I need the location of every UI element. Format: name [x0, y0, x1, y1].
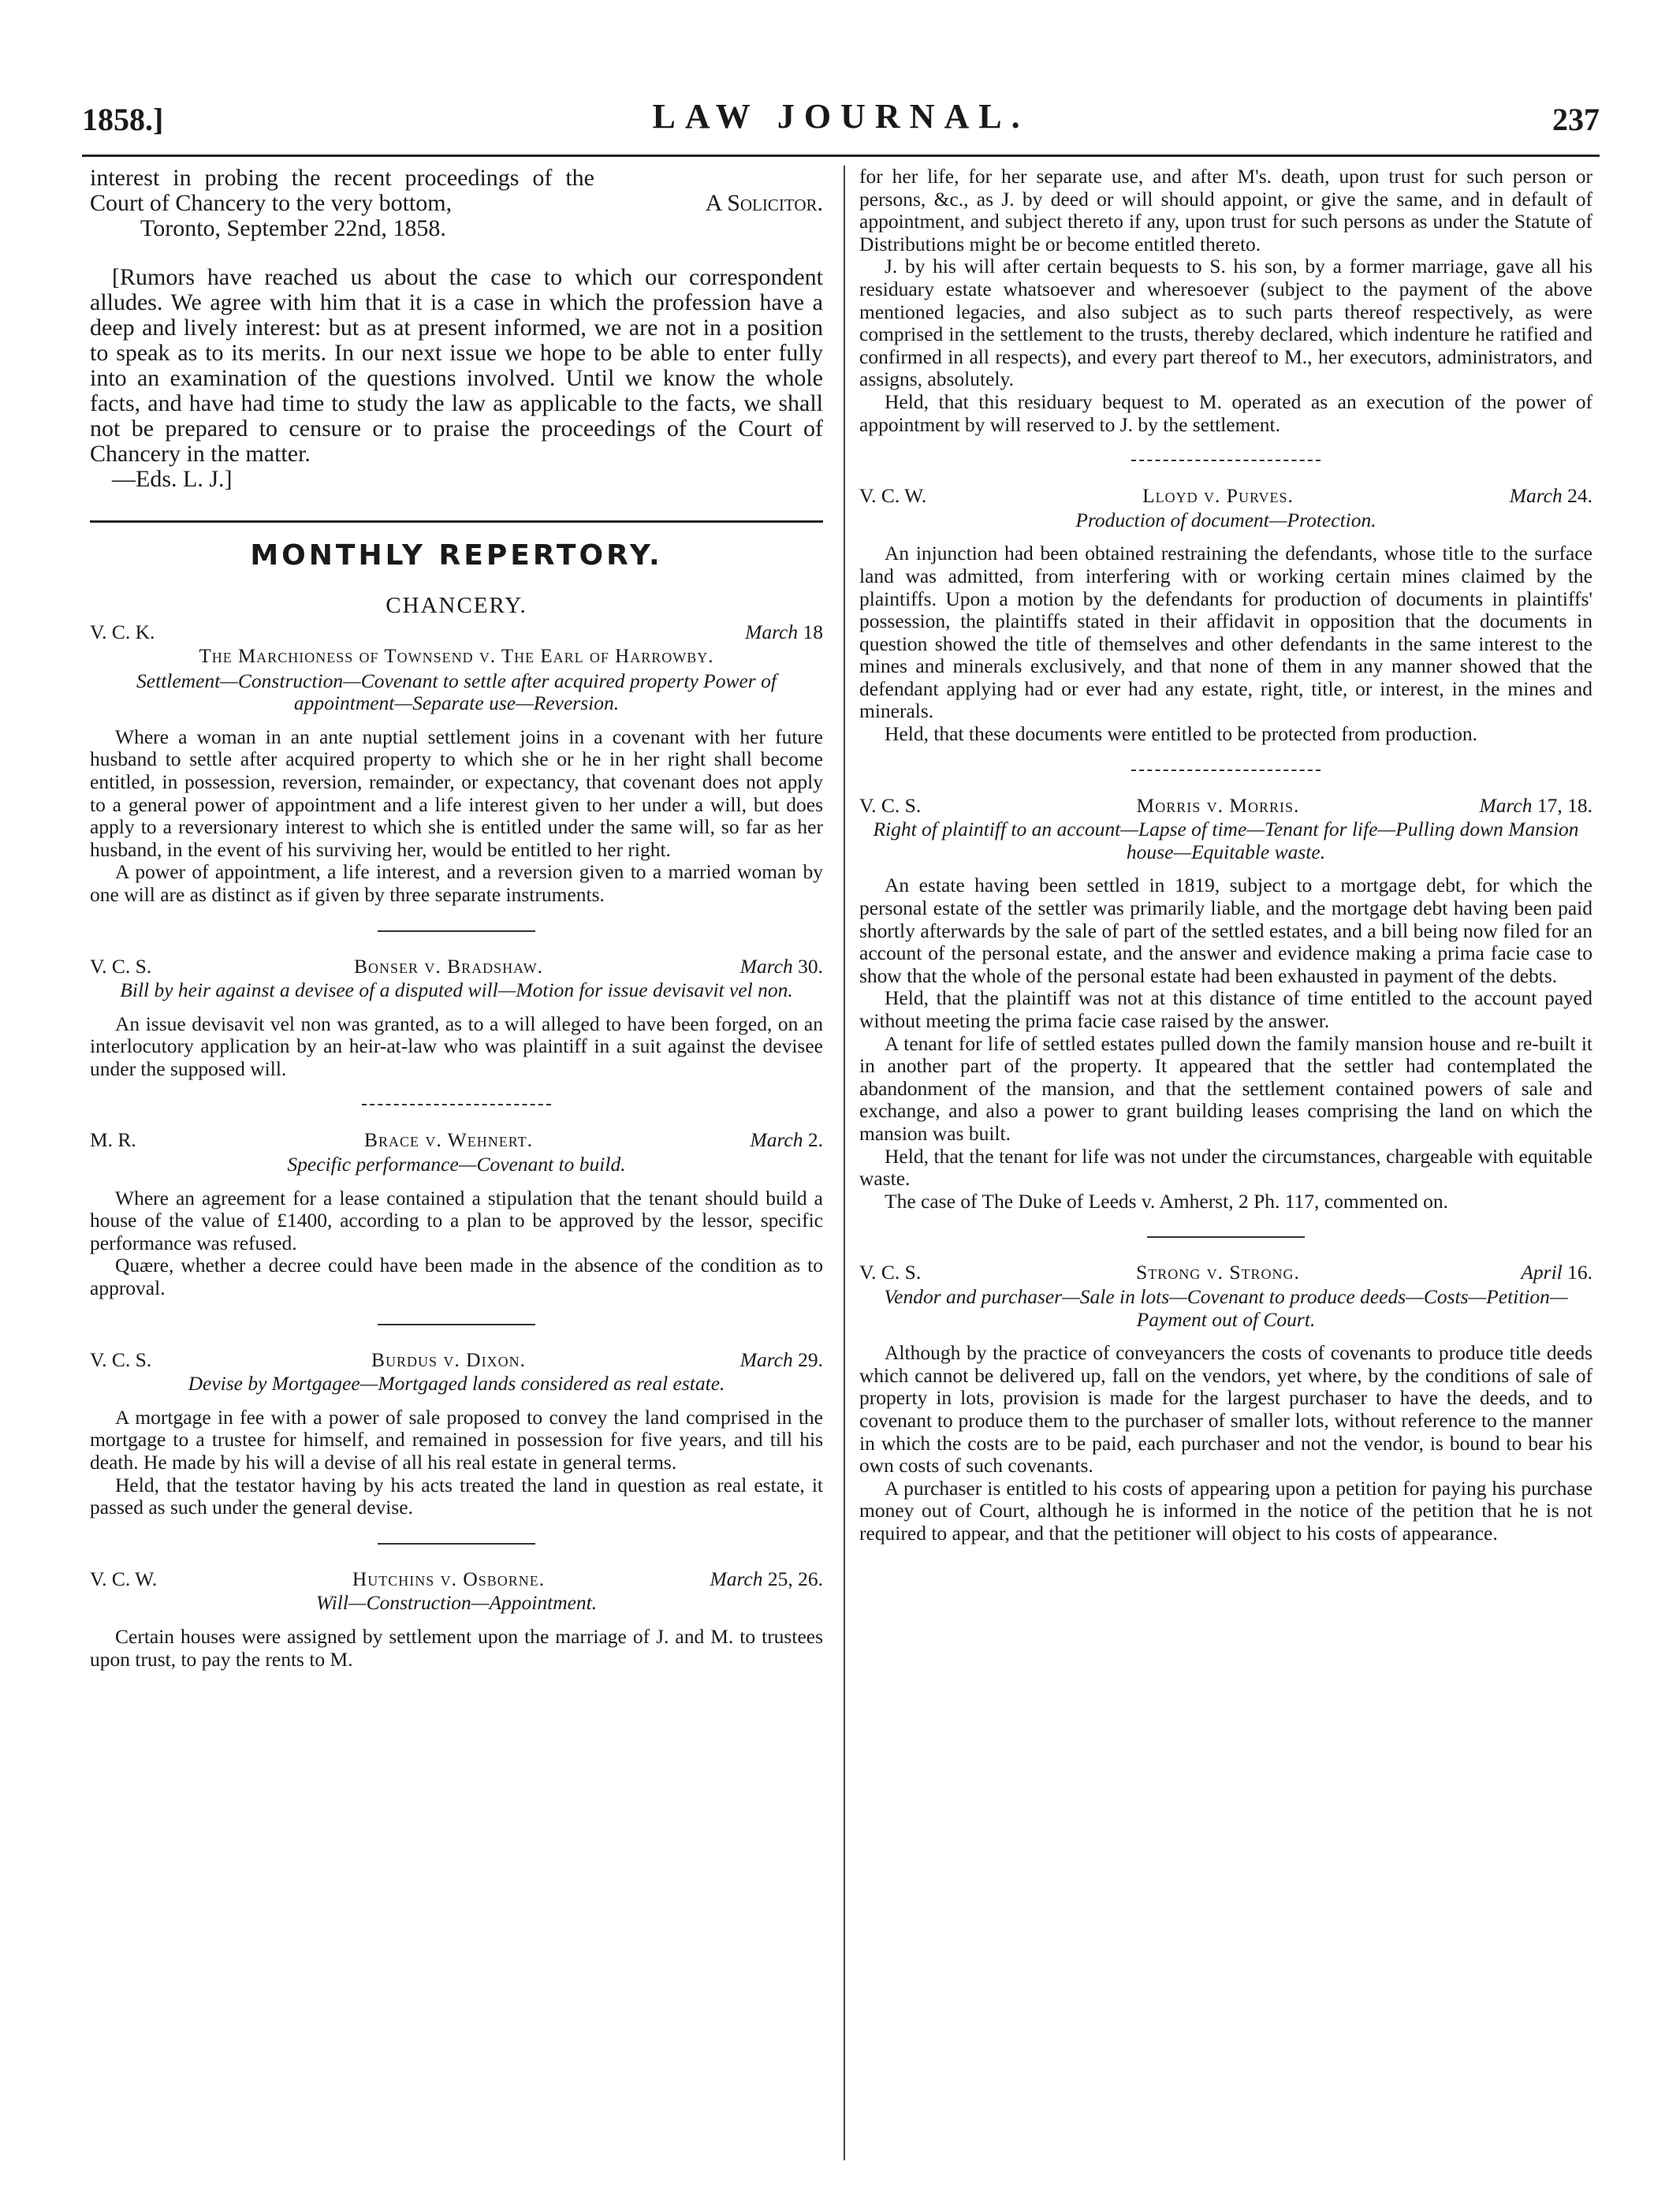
case-paragraph: Held, that the testator having by his acts treated the land in question as real estate, it passed as such under the general devise.	[90, 1473, 823, 1519]
case-date: March 17, 18.	[1479, 793, 1592, 817]
case-brace	[90, 1129, 823, 1299]
case-paragraph: for her life, for her separate use, and after M's. death, upon trust for such person or persons, &c., as J. by deed or will should appoint, or give the same, and in default of appointment, and subject thereto if any, upon trust for such persons as under the Statute of Distributions might be or become entitled thereto.	[859, 165, 1592, 255]
case-separator	[378, 930, 535, 932]
header-rule	[82, 155, 1600, 157]
case-date: March 29.	[739, 1347, 823, 1371]
case-line	[90, 1129, 823, 1152]
case-court: V. C. W.	[859, 484, 927, 508]
case-paragraph: The case of The Duke of Leeds v. Amherst, 2 Ph. 117, commented on.	[885, 1189, 1449, 1213]
letter-closing	[90, 166, 823, 216]
page-number: 237	[1552, 102, 1600, 137]
case-parties: Hutchins v. Osborne.	[352, 1567, 546, 1590]
case-paragraph: Where an agreement for a lease contained a stipulation that the tenant should build a house of the value of £1400, according to a plan to be approved by the lessor, specific performance was refused.	[90, 1186, 823, 1254]
column-divider	[844, 166, 845, 2160]
case-headnote: Specific performance—Covenant to build.	[287, 1153, 626, 1176]
case-paragraph: A power of appointment, a life interest, and a reversion given to a married woman by one will are as distinct as if given by three separate instruments.	[90, 860, 823, 906]
case-paragraph: Certain houses were assigned by settlement upon the marriage of J. and M. to trustees upon trust, to pay the rents to M.	[90, 1624, 823, 1671]
case-separator	[378, 1324, 535, 1325]
case-court: V. C. W.	[90, 1567, 158, 1590]
case-paragraph: An estate having been settled in 1819, subject to a mortgage debt, for which the personal estate of the settler was primarily liable, and the mortgage debt having been paid shortly afterwards by the sale of part of the settled estates, and a bill being now filed for an account of the personal estate, and the answer and evidence making a prima facie case to show that the whole of the personal estate had been exhausted in payment of the debts.	[859, 874, 1592, 987]
case-paragraph: Held, that the plaintiff was not at this distance of time entitled to the account payed without meeting the prima facie case raised by the answer.	[859, 986, 1592, 1032]
case-parties: Morris v. Morris.	[1136, 793, 1300, 817]
case-court: M. R.	[90, 1128, 136, 1152]
case-paragraph: Held, that these documents were entitled to be protected from production.	[885, 722, 1478, 746]
case-paragraph: Quære, whether a decree could have been made in the absence of the condition as to approval.	[90, 1254, 823, 1300]
case-line	[90, 1568, 823, 1591]
case-date: March 30.	[739, 954, 823, 978]
case-bonser	[90, 956, 823, 1081]
case-date: April 16.	[1521, 1261, 1592, 1284]
case-paragraph: An injunction had been obtained restraining the defendants, whose title to the surface land was admitted, from interfering with or working certain mines claimed by the plaintiffs. Upon a motion by the defendants for production of documents in plaintiffs' possession, the plaintiffs stated in their affidavit in opposition that the documents in question showed the title of themselves and other defendants in the same interest to the mines and minerals exclusively, and that none of them in any manner showed that the defendant applying had or ever had any estate, right, title, or interest, in the mines and minerals.	[859, 542, 1592, 723]
case-separator	[362, 1104, 551, 1105]
left-column	[90, 166, 823, 1671]
case-line	[859, 485, 1592, 508]
case-parties: Lloyd v. Purves.	[1142, 484, 1294, 508]
case-morris	[859, 795, 1592, 1213]
case-headnote: Will—Construction—Appointment.	[315, 1591, 598, 1615]
case-headnote: Production of document—Protection.	[1075, 508, 1376, 531]
case-court: V. C. K.	[90, 621, 155, 644]
case-paragraph: Held, that this residuary bequest to M. operated as an execution of the power of appointment by will reserved to J. by the settlement.	[859, 389, 1592, 436]
case-parties: Burdus v. Dixon.	[371, 1347, 526, 1371]
case-separator	[1131, 460, 1321, 461]
case-headnote: Right of plaintiff to an account—Lapse of time—Tenant for life—Pulling down Mansion house—Equitable waste.	[873, 818, 1579, 863]
case-date: March 25, 26.	[710, 1567, 823, 1590]
case-court: V. C. S.	[859, 793, 922, 817]
case-separator	[1147, 1236, 1305, 1238]
case-strong	[859, 1262, 1592, 1545]
editorial-text: [Rumors have reached us about the case to which our correspondent alludes. We agree with him that it is a case in which the profession have a deep and lively interest: but as at present informed, we are not in a position to speak as to its merits. In our next issue we hope to be able to enter fully into an examination of the questions involved. Until we know the whole facts, and have had time to study the law as applicable to the facts, we shall not be prepared to censure or to praise the proceedings of the Court of Chancery in the matter.	[90, 264, 823, 467]
editorial-note	[90, 265, 823, 492]
case-date: March 18	[745, 621, 823, 644]
case-headnote: Settlement—Construction—Covenant to settle after acquired property Power of appointment—Separate use—Reversion.	[136, 669, 777, 715]
case-court: V. C. S.	[90, 954, 152, 978]
case-court: V. C. S.	[90, 1347, 152, 1371]
case-townsend	[90, 594, 823, 907]
case-line	[859, 795, 1592, 818]
case-date: March 2.	[750, 1128, 823, 1152]
case-court: V. C. S.	[859, 1261, 922, 1284]
header-year: 1858.]	[82, 102, 164, 137]
case-paragraph: Although by the practice of conveyancers the costs of covenants to produce title deeds which cannot be delivered up, fall on the vendors, yet where, by the conditions of sale of property in lots, provision is made for the largest purchaser to have the deeds, and to covenant to produce them to the purchaser of smaller lots, without reference to the manner in which the costs are to be paid, each purchaser and not the vendor, is bound to bear his own costs of such covenants.	[859, 1341, 1592, 1478]
header-title: LAW JOURNAL.	[652, 97, 1030, 136]
case-line	[90, 621, 823, 644]
case-line	[90, 1349, 823, 1372]
editorial-signature: —Eds. L. J.]	[112, 466, 233, 492]
case-parties: Bonser v. Bradshaw.	[353, 954, 544, 978]
case-burdus	[90, 1349, 823, 1519]
letter-signature: A Solicitor.	[705, 190, 823, 216]
case-hutchins	[90, 1568, 823, 1671]
running-header	[82, 93, 1600, 140]
right-column	[859, 166, 1592, 1545]
letter-end: interest in probing the recent proceedings of the Court of Chancery to the very bottom,	[90, 165, 594, 216]
case-paragraph: Held, that the tenant for life was not under the circumstances, chargeable with equitable waste.	[859, 1144, 1592, 1191]
case-line	[90, 956, 823, 978]
case-separator	[1131, 770, 1321, 771]
case-parties: The Marchioness of Townsend v. The Earl of Harrowby.	[199, 645, 714, 667]
case-headnote: Devise by Mortgagee—Mortgaged lands considered as real estate.	[188, 1372, 725, 1396]
case-date: March 24.	[1509, 484, 1592, 508]
court-heading: CHANCERY.	[386, 592, 527, 618]
case-paragraph: J. by his will after certain bequests to S. his son, by a former marriage, gave all his residuary estate whatsoever and wheresoever (subject to the payment of the above mentioned legacies, and also subject as to such parts thereof respectively, as were comprised in the settlement to the trusts, thereby declared, which indenture he ratified and confirmed in all respects), and every part thereof to M., her executors, administrators, and assigns, absolutely.	[859, 255, 1592, 391]
letter-place-date: Toronto, September 22nd, 1858.	[140, 215, 446, 241]
case-paragraph: An issue devisavit vel non was granted, as to a will alleged to have been forged, on an interlocutory application by an heir-at-law who was plaintiff in a suit against the devisee under the supposed will.	[90, 1012, 823, 1080]
case-paragraph: A tenant for life of settled estates pulled down the family mansion house and re-built it in another part of the property. It appeared that the settler had contemplated the abandonment of the mansion, and that the settlement contained powers of sale and exchange, and also a power to grant building leases comprising the land on which the mansion was built.	[859, 1031, 1592, 1145]
section-title: MONTHLY REPERTORY.	[250, 539, 663, 572]
case-paragraph: A purchaser is entitled to his costs of appearing upon a petition for paying his purchase money out of Court, although he is informed in the notice of the petition that he is not required to appear, and that the petitioner will object to his costs of appearance.	[859, 1476, 1592, 1545]
case-headnote: Vendor and purchaser—Sale in lots—Covenant to produce deeds—Costs—Petition—Payment out of Court.	[884, 1284, 1568, 1331]
case-headnote: Bill by heir against a devisee of a disputed will—Motion for issue devisavit vel non.	[120, 978, 793, 1002]
case-parties: Brace v. Wehnert.	[363, 1128, 534, 1152]
case-separator	[378, 1543, 535, 1545]
case-paragraph: Where a woman in an ante nuptial settlement joins in a covenant with her future husband to settle after acquired property to which she or he in her right shall become entitled, in possession, reversion, remainder, or expectancy, that covenant does not apply to a general power of appointment and a life interest given to her under a will, but does apply to a reversionary interest to which she is entitled under the same will, so far as her husband, in the event of his surviving her, would be entitled to her right.	[90, 725, 823, 861]
case-line	[859, 1262, 1592, 1284]
case-parties: Strong v. Strong.	[1136, 1261, 1300, 1284]
section-rule	[90, 520, 823, 523]
case-lloyd	[859, 485, 1592, 746]
case-paragraph: A mortgage in fee with a power of sale proposed to convey the land comprised in the mortgage to a trustee for himself, and remained in possession for five years, and till his death. He made by his will a devise of all his real estate in general terms.	[90, 1405, 823, 1474]
